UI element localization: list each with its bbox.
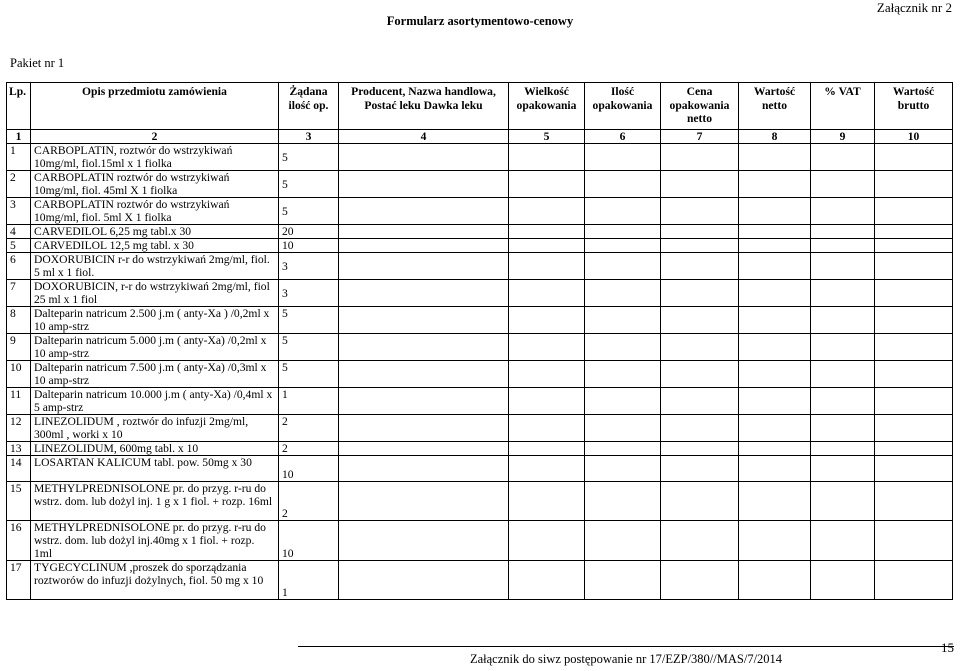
row-package-count-cell: [585, 253, 661, 280]
row-vat-cell: [811, 456, 875, 482]
table-row: [7, 456, 953, 482]
row-package-size-cell: [509, 442, 585, 456]
row-gross-value-cell: [875, 361, 953, 388]
row-producent-cell: [339, 239, 509, 253]
row-quantity: 20: [279, 225, 339, 239]
column-number: 1: [7, 130, 31, 144]
row-description: LINEZOLIDUM, 600mg tabl. x 10: [31, 442, 279, 456]
row-quantity: 2: [279, 415, 339, 442]
row-gross-value-cell: [875, 442, 953, 456]
row-vat-cell: [811, 144, 875, 171]
form-title: Formularz asortymentowo-cenowy: [386, 14, 574, 28]
row-quantity: 1: [279, 388, 339, 415]
row-description: CARBOPLATIN, roztwór do wstrzykiwań 10mg/ml, fiol.15ml x 1 fiolka: [31, 144, 279, 171]
row-net-value-cell: [739, 482, 811, 521]
row-vat-cell: [811, 442, 875, 456]
row-producent-cell: [339, 415, 509, 442]
column-header: Producent, Nazwa handlowa, Postać leku Dawka leku: [339, 83, 509, 130]
row-gross-value-cell: [875, 521, 953, 561]
row-unit-price-cell: [661, 334, 739, 361]
row-producent-cell: [339, 171, 509, 198]
row-gross-value-cell: [875, 239, 953, 253]
row-quantity: 2: [279, 482, 339, 521]
row-description: Dalteparin natricum 10.000 j.m ( anty-Xa) /0,4ml x 5 amp-strz: [31, 388, 279, 415]
row-lp: 10: [7, 361, 31, 388]
row-package-count-cell: [585, 482, 661, 521]
row-description: DOXORUBICIN, r-r do wstrzykiwań 2mg/ml, fiol 25 ml x 1 fiol: [31, 280, 279, 307]
row-gross-value-cell: [875, 280, 953, 307]
row-package-size-cell: [509, 253, 585, 280]
table-row: [7, 482, 953, 521]
table-row: [7, 198, 953, 225]
column-number: 6: [585, 130, 661, 144]
row-package-count-cell: [585, 388, 661, 415]
row-quantity: 5: [279, 361, 339, 388]
row-unit-price-cell: [661, 442, 739, 456]
row-vat-cell: [811, 334, 875, 361]
row-lp: 4: [7, 225, 31, 239]
row-lp: 5: [7, 239, 31, 253]
row-package-count-cell: [585, 442, 661, 456]
table-row: [7, 280, 953, 307]
row-package-count-cell: [585, 456, 661, 482]
row-description: METHYLPREDNISOLONE pr. do przyg. r-ru do wstrz. dom. lub dożyl inj.40mg x 1 fiol. + rozp. 1ml: [31, 521, 279, 561]
table-row: [7, 253, 953, 280]
row-package-size-cell: [509, 239, 585, 253]
row-gross-value-cell: [875, 307, 953, 334]
row-producent-cell: [339, 280, 509, 307]
row-net-value-cell: [739, 456, 811, 482]
row-net-value-cell: [739, 144, 811, 171]
row-unit-price-cell: [661, 144, 739, 171]
row-lp: 12: [7, 415, 31, 442]
row-package-size-cell: [509, 415, 585, 442]
row-vat-cell: [811, 388, 875, 415]
row-description: LOSARTAN KALICUM tabl. pow. 50mg x 30: [31, 456, 279, 482]
row-lp: 1: [7, 144, 31, 171]
row-description: CARBOPLATIN roztwór do wstrzykiwań 10mg/ml, fiol. 5ml X 1 fiolka: [31, 198, 279, 225]
row-lp: 9: [7, 334, 31, 361]
row-unit-price-cell: [661, 388, 739, 415]
column-header: Wielkość opakowania: [509, 83, 585, 130]
row-net-value-cell: [739, 307, 811, 334]
table-row: [7, 361, 953, 388]
row-gross-value-cell: [875, 561, 953, 600]
column-header: Wartość brutto: [875, 83, 953, 130]
row-producent-cell: [339, 307, 509, 334]
column-number-row: [7, 130, 953, 144]
row-package-size-cell: [509, 334, 585, 361]
row-description: METHYLPREDNISOLONE pr. do przyg. r-ru do wstrz. dom. lub dożyl inj. 1 g x 1 fiol. + rozp. 16ml: [31, 482, 279, 521]
row-quantity: 1: [279, 561, 339, 600]
row-vat-cell: [811, 198, 875, 225]
column-header: Ilość opakowania: [585, 83, 661, 130]
row-description: TYGECYCLINUM ,proszek do sporządzania roztworów do infuzji dożylnych, fiol. 50 mg x 10: [31, 561, 279, 600]
row-description: DOXORUBICIN r-r do wstrzykiwań 2mg/ml, fiol. 5 ml x 1 fiol.: [31, 253, 279, 280]
row-lp: 6: [7, 253, 31, 280]
row-lp: 13: [7, 442, 31, 456]
row-quantity: 10: [279, 456, 339, 482]
row-quantity: 3: [279, 280, 339, 307]
column-header: Wartość netto: [739, 83, 811, 130]
row-net-value-cell: [739, 225, 811, 239]
row-net-value-cell: [739, 388, 811, 415]
row-vat-cell: [811, 521, 875, 561]
row-description: Dalteparin natricum 5.000 j.m ( anty-Xa) /0,2ml x 10 amp-strz: [31, 334, 279, 361]
row-quantity: 5: [279, 144, 339, 171]
row-net-value-cell: [739, 521, 811, 561]
row-package-count-cell: [585, 307, 661, 334]
row-package-count-cell: [585, 561, 661, 600]
row-quantity: 10: [279, 239, 339, 253]
row-net-value-cell: [739, 253, 811, 280]
row-vat-cell: [811, 482, 875, 521]
row-vat-cell: [811, 280, 875, 307]
row-producent-cell: [339, 198, 509, 225]
column-number: 4: [339, 130, 509, 144]
row-package-size-cell: [509, 482, 585, 521]
row-net-value-cell: [739, 171, 811, 198]
row-package-size-cell: [509, 280, 585, 307]
row-package-size-cell: [509, 561, 585, 600]
row-gross-value-cell: [875, 253, 953, 280]
row-lp: 14: [7, 456, 31, 482]
row-gross-value-cell: [875, 171, 953, 198]
row-quantity: 5: [279, 171, 339, 198]
row-package-count-cell: [585, 171, 661, 198]
row-gross-value-cell: [875, 144, 953, 171]
row-unit-price-cell: [661, 361, 739, 388]
row-vat-cell: [811, 561, 875, 600]
row-producent-cell: [339, 253, 509, 280]
row-unit-price-cell: [661, 225, 739, 239]
row-vat-cell: [811, 253, 875, 280]
row-net-value-cell: [739, 415, 811, 442]
row-package-size-cell: [509, 225, 585, 239]
column-header: Opis przedmiotu zamówienia: [31, 83, 279, 130]
row-description: CARVEDILOL 6,25 mg tabl.x 30: [31, 225, 279, 239]
row-package-count-cell: [585, 239, 661, 253]
row-quantity: 5: [279, 334, 339, 361]
row-lp: 17: [7, 561, 31, 600]
row-unit-price-cell: [661, 415, 739, 442]
row-vat-cell: [811, 361, 875, 388]
row-gross-value-cell: [875, 482, 953, 521]
row-package-size-cell: [509, 144, 585, 171]
row-description: Dalteparin natricum 2.500 j.m ( anty-Xa ) /0,2ml x 10 amp-strz: [31, 307, 279, 334]
column-header: Cena opakowania netto: [661, 83, 739, 130]
column-number: 9: [811, 130, 875, 144]
row-unit-price-cell: [661, 198, 739, 225]
row-quantity: 2: [279, 442, 339, 456]
row-package-count-cell: [585, 361, 661, 388]
row-unit-price-cell: [661, 561, 739, 600]
row-net-value-cell: [739, 334, 811, 361]
table-header-row: [7, 83, 953, 130]
row-package-count-cell: [585, 521, 661, 561]
row-producent-cell: [339, 442, 509, 456]
row-lp: 8: [7, 307, 31, 334]
row-description: CARVEDILOL 12,5 mg tabl. x 30: [31, 239, 279, 253]
row-package-count-cell: [585, 225, 661, 239]
row-package-size-cell: [509, 171, 585, 198]
row-quantity: 5: [279, 198, 339, 225]
row-unit-price-cell: [661, 482, 739, 521]
row-unit-price-cell: [661, 307, 739, 334]
row-producent-cell: [339, 388, 509, 415]
row-lp: 3: [7, 198, 31, 225]
row-package-size-cell: [509, 307, 585, 334]
row-package-count-cell: [585, 198, 661, 225]
table-row: [7, 144, 953, 171]
row-unit-price-cell: [661, 171, 739, 198]
row-producent-cell: [339, 361, 509, 388]
row-vat-cell: [811, 415, 875, 442]
row-lp: 16: [7, 521, 31, 561]
row-producent-cell: [339, 144, 509, 171]
row-net-value-cell: [739, 198, 811, 225]
row-net-value-cell: [739, 442, 811, 456]
attachment-label: Załącznik nr 2: [876, 0, 952, 15]
column-number: 2: [31, 130, 279, 144]
row-description: LINEZOLIDUM , roztwór do infuzji 2mg/ml, 300ml , worki x 10: [31, 415, 279, 442]
row-net-value-cell: [739, 361, 811, 388]
table-row: [7, 521, 953, 561]
column-number: 3: [279, 130, 339, 144]
row-gross-value-cell: [875, 225, 953, 239]
row-quantity: 3: [279, 253, 339, 280]
column-number: 8: [739, 130, 811, 144]
column-header: % VAT: [811, 83, 875, 130]
table-row: [7, 334, 953, 361]
row-lp: 2: [7, 171, 31, 198]
row-lp: 7: [7, 280, 31, 307]
footer-text: Załącznik do siwz postępowanie nr 17/EZP/380//MAS/7/2014: [469, 652, 783, 666]
table-row: [7, 442, 953, 456]
row-package-count-cell: [585, 334, 661, 361]
row-package-size-cell: [509, 198, 585, 225]
row-producent-cell: [339, 521, 509, 561]
row-net-value-cell: [739, 239, 811, 253]
row-vat-cell: [811, 171, 875, 198]
table-row: [7, 561, 953, 600]
row-lp: 15: [7, 482, 31, 521]
column-header: Żądana ilość op.: [279, 83, 339, 130]
row-gross-value-cell: [875, 415, 953, 442]
row-unit-price-cell: [661, 456, 739, 482]
row-unit-price-cell: [661, 253, 739, 280]
column-header: Lp.: [7, 83, 31, 130]
row-quantity: 5: [279, 307, 339, 334]
table-row: [7, 307, 953, 334]
table-row: [7, 171, 953, 198]
row-producent-cell: [339, 225, 509, 239]
row-unit-price-cell: [661, 521, 739, 561]
column-number: 7: [661, 130, 739, 144]
column-number: 10: [875, 130, 953, 144]
row-producent-cell: [339, 482, 509, 521]
row-net-value-cell: [739, 561, 811, 600]
row-description: Dalteparin natricum 7.500 j.m ( anty-Xa) /0,3ml x 10 amp-strz: [31, 361, 279, 388]
row-package-size-cell: [509, 388, 585, 415]
row-package-count-cell: [585, 415, 661, 442]
assortment-price-table: [6, 82, 953, 600]
row-vat-cell: [811, 239, 875, 253]
table-row: [7, 239, 953, 253]
row-producent-cell: [339, 561, 509, 600]
row-net-value-cell: [739, 280, 811, 307]
row-producent-cell: [339, 334, 509, 361]
row-quantity: 10: [279, 521, 339, 561]
row-package-count-cell: [585, 280, 661, 307]
row-producent-cell: [339, 456, 509, 482]
row-package-size-cell: [509, 456, 585, 482]
row-unit-price-cell: [661, 280, 739, 307]
footer-divider: [298, 646, 954, 647]
column-number: 5: [509, 130, 585, 144]
table-row: [7, 388, 953, 415]
row-package-size-cell: [509, 361, 585, 388]
page-number: 15: [941, 640, 954, 655]
row-package-count-cell: [585, 144, 661, 171]
table-row: [7, 225, 953, 239]
package-label: Pakiet nr 1: [10, 56, 65, 70]
row-vat-cell: [811, 225, 875, 239]
row-gross-value-cell: [875, 198, 953, 225]
row-vat-cell: [811, 307, 875, 334]
row-gross-value-cell: [875, 388, 953, 415]
row-gross-value-cell: [875, 334, 953, 361]
row-description: CARBOPLATIN roztwór do wstrzykiwań 10mg/ml, fiol. 45ml X 1 fiolka: [31, 171, 279, 198]
row-gross-value-cell: [875, 456, 953, 482]
table-row: [7, 415, 953, 442]
row-package-size-cell: [509, 521, 585, 561]
row-unit-price-cell: [661, 239, 739, 253]
row-lp: 11: [7, 388, 31, 415]
